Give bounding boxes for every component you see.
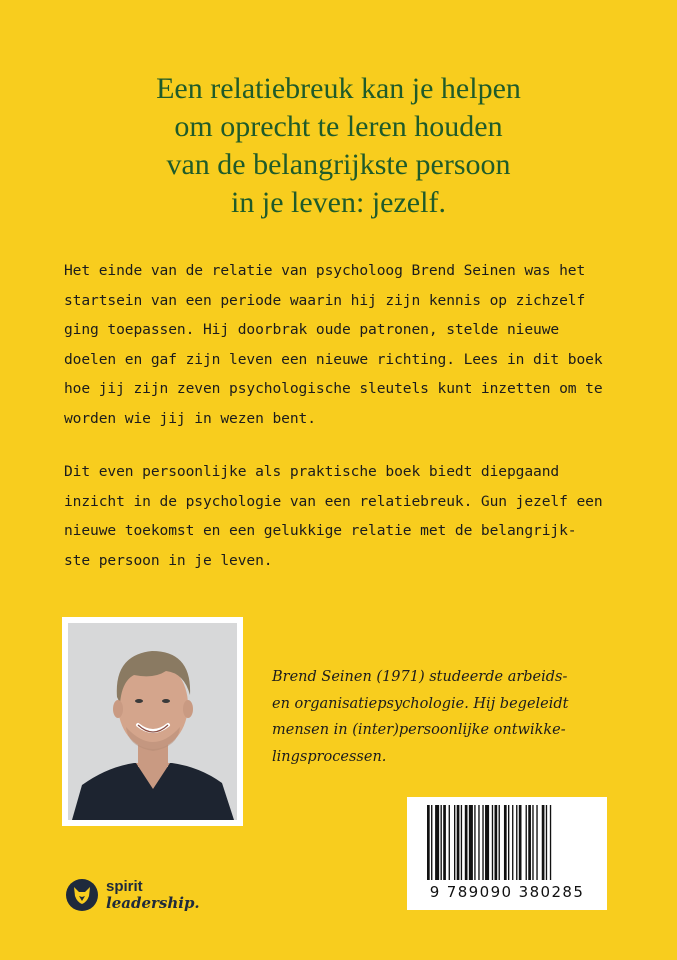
paragraph-line: inzicht in de psychologie van een relatiebreuk. Gun jezelf een xyxy=(64,492,603,510)
barcode-digits: 9 789090 380285 xyxy=(429,883,585,901)
paragraph-line: hoe jij zijn zeven psychologische sleutels kunt inzetten om te xyxy=(64,380,603,397)
barcode-bar xyxy=(485,805,489,880)
barcode-bar xyxy=(492,805,493,880)
barcode-bar xyxy=(499,805,500,880)
tagline xyxy=(0,70,677,222)
barcode-bar xyxy=(526,805,527,880)
paragraph-line: ging toepassen. Hij doorbrak oude patronen, stelde nieuwe xyxy=(64,321,560,338)
barcode-bar xyxy=(427,805,430,880)
barcode-bar xyxy=(461,805,462,880)
author-portrait xyxy=(62,617,243,826)
barcode-bar xyxy=(441,805,442,880)
barcode-bar xyxy=(504,805,507,880)
paragraph-line: worden wie jij in wezen bent. xyxy=(64,409,316,427)
barcode-bar xyxy=(546,805,547,880)
paragraph-line: nieuwe toekomst en een gelukkige relatie met de belangrijk- xyxy=(64,522,577,539)
publisher-line2: leadership. xyxy=(106,894,200,912)
bio-line: mensen in (inter)persoonlijke ontwikke- xyxy=(272,722,566,738)
barcode-bar xyxy=(516,805,517,880)
barcode-bar xyxy=(457,805,460,880)
bio-line: Brend Seinen (1971) studeerde arbeids- xyxy=(272,669,568,685)
publisher-name xyxy=(106,878,200,912)
tagline-line: in je leven: jezelf. xyxy=(231,186,446,219)
barcode-bar xyxy=(443,805,446,880)
description-paragraph-1 xyxy=(64,256,624,433)
author-photo xyxy=(62,617,243,826)
barcode-bar xyxy=(495,805,498,880)
barcode-bar xyxy=(519,805,522,880)
bio-line: lingsprocessen. xyxy=(272,748,387,765)
barcode-bar xyxy=(550,805,551,880)
fox-head-icon xyxy=(66,879,98,911)
barcode-bar xyxy=(465,805,468,880)
publisher-line1: spirit xyxy=(106,878,143,895)
barcode-bar xyxy=(435,805,439,880)
publisher-logo xyxy=(66,878,200,912)
description-paragraph-2 xyxy=(64,457,624,575)
barcode-bar xyxy=(469,805,473,880)
tagline-line: van de belangrijkste persoon xyxy=(166,148,511,181)
barcode-bar xyxy=(532,805,533,880)
isbn-barcode xyxy=(407,797,607,910)
barcode-bar xyxy=(512,805,513,880)
barcode-bar xyxy=(478,805,479,880)
barcode-bar xyxy=(536,805,537,880)
author-bio xyxy=(272,664,612,770)
barcode-bar xyxy=(508,805,509,880)
paragraph-line: startsein van een periode waarin hij zijn kennis op zichzelf xyxy=(64,291,586,309)
barcode-bar xyxy=(454,805,455,880)
tagline-line: Een relatiebreuk kan je helpen xyxy=(156,72,521,105)
barcode-bar xyxy=(482,805,483,880)
barcode-bar xyxy=(542,805,545,880)
barcode-bar xyxy=(474,805,475,880)
barcode-bar xyxy=(431,805,432,880)
tagline-line: om oprecht te leren houden xyxy=(174,110,503,143)
paragraph-line: Dit even persoonlijke als praktische boek biedt diepgaand xyxy=(64,463,560,480)
paragraph-line: doelen en gaf zijn leven een nieuwe richting. Lees in dit boek xyxy=(64,350,603,368)
bio-line: en organisatiepsychologie. Hij begeleidt xyxy=(272,695,569,712)
barcode-bar xyxy=(528,805,531,880)
paragraph-line: ste persoon in je leven. xyxy=(64,551,273,569)
barcode-bar xyxy=(449,805,450,880)
paragraph-line: Het einde van de relatie van psycholoog Brend Seinen was het xyxy=(64,262,586,279)
